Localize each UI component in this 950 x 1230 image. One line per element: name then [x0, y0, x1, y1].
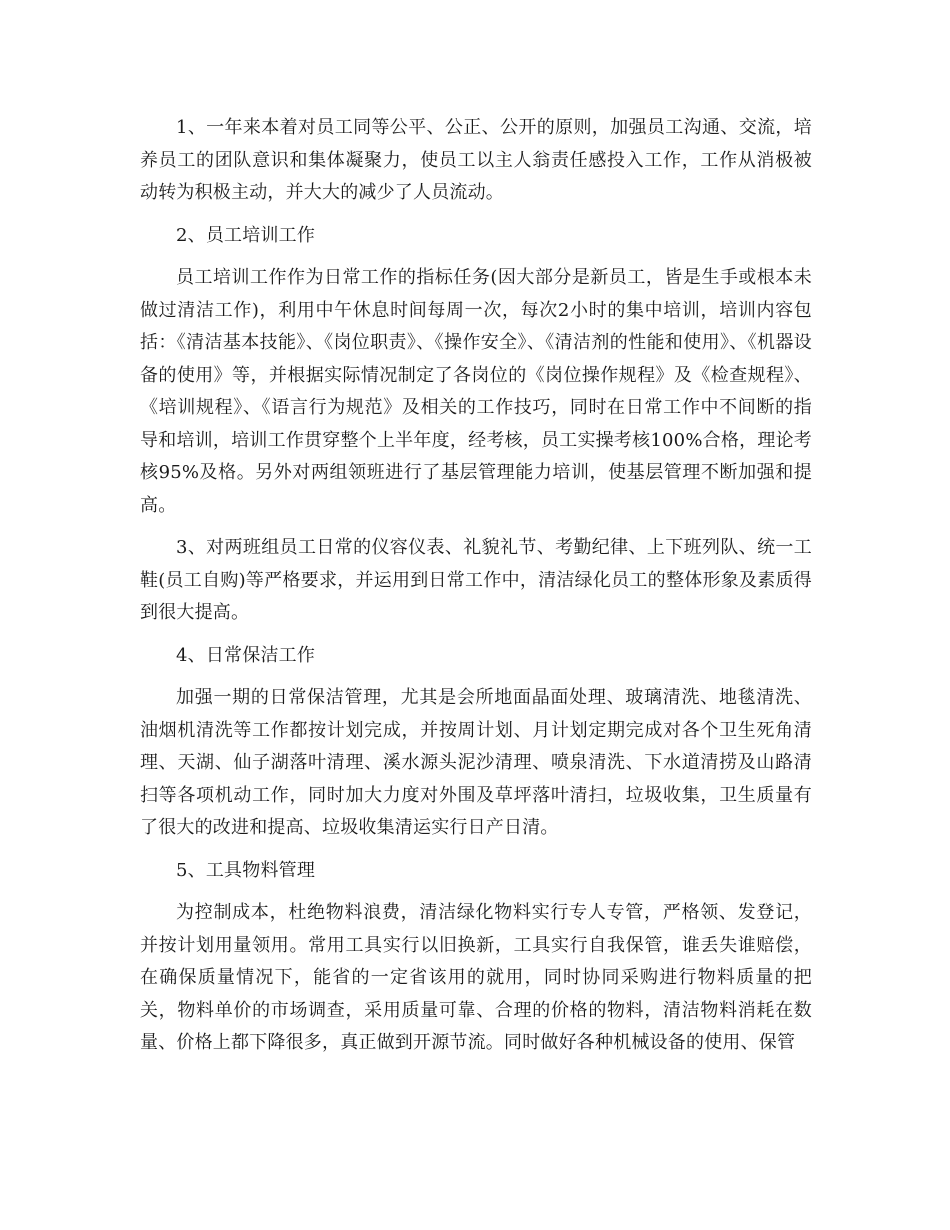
paragraph-employee-relations: 1、一年来本着对员工同等公平、公正、公开的原则，加强员工沟通、交流，培养员工的团队意识和集体凝聚力，使员工以主人翁责任感投入工作，工作从消极被动转为积极主动，并大大的减少了人员流动。	[140, 117, 812, 203]
heading-daily-cleaning: 4、日常保洁工作	[176, 644, 316, 666]
heading-employee-training: 2、员工培训工作	[176, 224, 316, 246]
document-body	[140, 112, 812, 1060]
heading-tools-materials: 5、工具物料管理	[176, 859, 316, 881]
paragraph-employee-training: 员工培训工作作为日常工作的指标任务(因大部分是新员工，皆是生手或根本未做过清洁工作)，利用中午休息时间每周一次，每次2小时的集中培训，培训内容包括：《清洁基本技能》、《岗位职责》、《操作安全》、《清洁剂的性能和使用》、《机器设备的使用》等，并根据实际情况制定了各岗位的《岗位操作规程》及《检查规程》、《培训规程》、《语言行为规范》及相关的工作技巧，同时在日常工作中不间断的指导和培训，培训工作贯穿整个上半年度，经考核，员工实操考核100%合格，理论考核95%及格。另外对两组领班进行了基层管理能力培训，使基层管理不断加强和提高。	[140, 267, 812, 516]
paragraph-daily-cleaning: 加强一期的日常保洁管理，尤其是会所地面晶面处理、玻璃清洗、地毯清洗、油烟机清洗等工作都按计划完成，并按周计划、月计划定期完成对各个卫生死角清理、天湖、仙子湖落叶清理、溪水源头泥沙清理、喷泉清洗、下水道清捞及山路清扫等各项机动工作，同时加大力度对外围及草坪落叶清扫，垃圾收集，卫生质量有了很大的改进和提高、垃圾收集清运实行日产日清。	[140, 687, 812, 838]
paragraph-tools-materials: 为控制成本，杜绝物料浪费，清洁绿化物料实行专人专管，严格领、发登记，并按计划用量领用。常用工具实行以旧换新，工具实行自我保管，谁丢失谁赔偿，在确保质量情况下，能省的一定省该用的就用，同时协同采购进行物料质量的把关，物料单价的市场调查，采用质量可靠、合理的价格的物料，清洁物料消耗在数量、价格上都下降很多，真正做到开源节流。同时做好各种机械设备的使用、保管	[140, 902, 812, 1053]
paragraph-appearance-discipline: 3、对两班组员工日常的仪容仪表、礼貌礼节、考勤纪律、上下班列队、统一工鞋(员工自购)等严格要求，并运用到日常工作中，清洁绿化员工的整体形象及素质得到很大提高。	[140, 537, 812, 623]
